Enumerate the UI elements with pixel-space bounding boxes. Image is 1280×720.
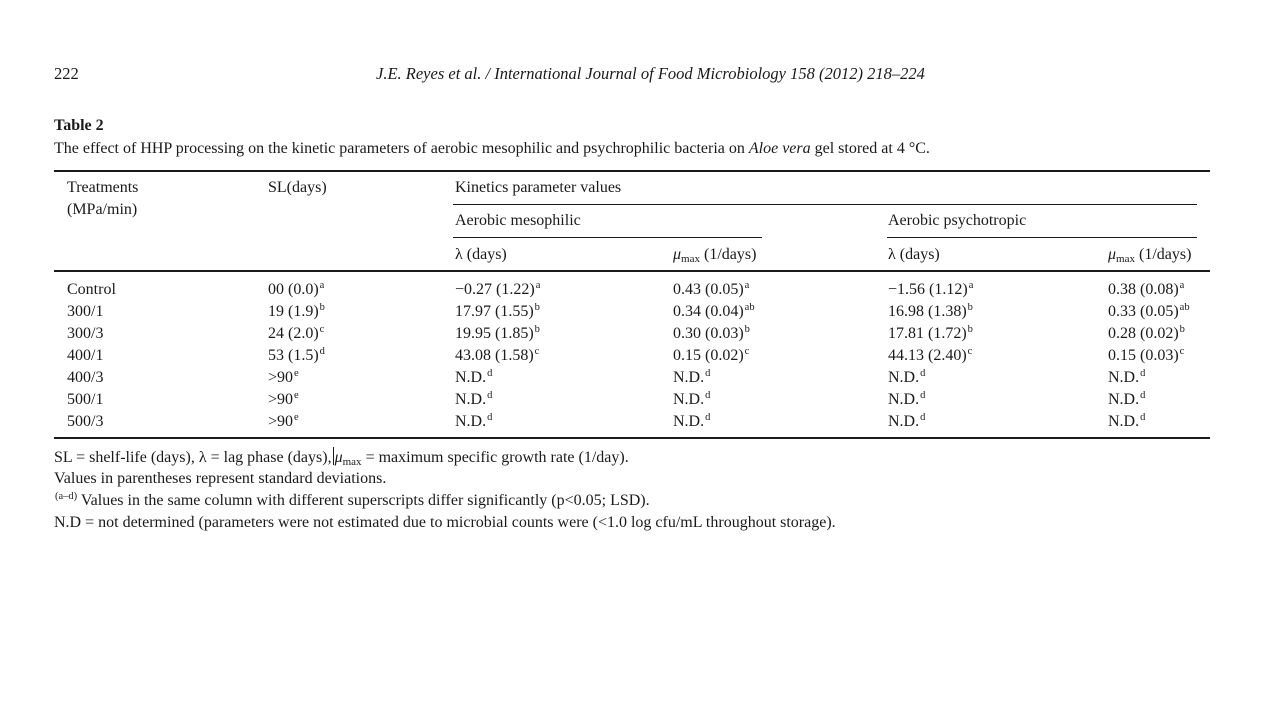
superscript: c [967,346,973,357]
superscript: d [1140,412,1146,423]
header-meso-lambda: λ (days) [455,246,507,263]
header-meso-mumax [673,245,756,266]
superscript: e [294,390,299,401]
mu-subscript: max [1116,253,1135,265]
mesophilic-rule [453,237,762,238]
header-shelf-life: SL(days) [268,179,327,196]
header-treatments-unit: (MPa/min) [67,201,138,218]
cell-shelf-life [268,302,325,324]
superscript: d [705,412,711,423]
value: 0.15 (0.03) [1108,347,1179,364]
cell-meso-mumax [673,324,750,346]
cell-shelf-life [268,390,299,412]
kinetics-rule [453,204,1197,205]
cell-meso-mumax [673,346,749,368]
cell-treatment: 300/3 [67,325,104,342]
superscript: a [535,280,541,291]
superscript: b [967,302,973,313]
cell-meso-mumax [673,280,749,302]
value: 00 (0.0) [268,281,319,298]
value: 16.98 (1.38) [888,303,967,320]
value: 44.13 (2.40) [888,347,967,364]
cell-meso-lambda [455,324,540,346]
footnote-significance-text: Values in the same column with different superscripts differ significantly (p<0.05; LSD). [77,492,650,509]
caption-text-start: The effect of HHP processing on the kinetic parameters of aerobic mesophilic and psychrophilic bacteria on [54,140,749,157]
value: N.D. [673,369,705,386]
value: 0.28 (0.02) [1108,325,1179,342]
table-caption [54,140,930,158]
superscript: c [1179,346,1185,357]
value: 53 (1.5) [268,347,319,364]
value: −0.27 (1.22) [455,281,535,298]
mu-symbol: μ [673,246,682,263]
cell-treatment: Control [67,281,116,298]
value: N.D. [1108,413,1140,430]
cell-meso-lambda [455,346,539,368]
cell-shelf-life [268,346,325,368]
value: N.D. [1108,391,1140,408]
header-treatments: Treatments [67,179,139,196]
value: >90 [268,391,294,408]
cell-psy-mumax [1108,302,1190,324]
value: 0.30 (0.03) [673,325,744,342]
mu-unit: (1/days) [1134,246,1192,263]
value: N.D. [455,391,487,408]
superscript: b [967,324,973,335]
superscript: d [920,390,926,401]
superscript: d [1140,368,1146,379]
caption-species: Aloe vera [748,140,811,157]
superscript: a [968,280,974,291]
cell-psy-lambda [888,302,973,324]
superscript: d [1140,390,1146,401]
cell-psy-mumax [1108,390,1145,412]
cell-psy-lambda [888,324,973,346]
footnote-abbrev-text: SL = shelf-life (days), λ = lag phase (days), [54,449,332,466]
superscript: b [534,324,540,335]
header-kinetics: Kinetics parameter values [455,179,622,196]
superscript: d [487,390,493,401]
value: 17.97 (1.55) [455,303,534,320]
footnote-mumax-definition: = maximum specific growth rate (1/day). [361,449,629,466]
value: >90 [268,413,294,430]
superscript: b [744,324,750,335]
cell-shelf-life [268,280,324,302]
cell-treatment: 400/3 [67,369,104,386]
value: −1.56 (1.12) [888,281,968,298]
superscript: a [1179,280,1185,291]
footnote-not-determined: N.D = not determined (parameters were not estimated due to microbial counts were (<1.0 log cfu/mL throughout storage). [54,514,836,531]
value: 43.08 (1.58) [455,347,534,364]
footnote-superscript-range: (a–d) [55,491,78,502]
cell-psy-mumax [1108,412,1145,434]
journal-reference: J.E. Reyes et al. / International Journal of Food Microbiology 158 (2012) 218–224 [376,64,925,83]
cell-treatment: 300/1 [67,303,104,320]
header-aerobic-mesophilic: Aerobic mesophilic [455,212,581,229]
cell-meso-lambda [455,390,492,412]
superscript: c [319,324,325,335]
value: 19 (1.9) [268,303,319,320]
superscript: d [487,412,493,423]
cell-psy-mumax [1108,324,1185,346]
cell-psy-lambda [888,412,925,434]
header-psy-mumax [1108,245,1191,266]
cell-psy-lambda [888,346,972,368]
cell-meso-lambda [455,412,492,434]
superscript: b [319,302,325,313]
mu-symbol: μ [1108,246,1117,263]
mu-symbol: μ [334,449,343,466]
value: N.D. [673,413,705,430]
footnote-abbreviations [54,447,629,469]
superscript: d [920,368,926,379]
header-bottom-rule [54,270,1210,272]
value: N.D. [888,413,920,430]
value: N.D. [455,413,487,430]
superscript: a [319,280,325,291]
cell-treatment: 400/1 [67,347,104,364]
value: N.D. [455,369,487,386]
footnote-standard-deviations: Values in parentheses represent standard deviations. [54,470,387,487]
mu-unit: (1/days) [699,246,757,263]
cell-meso-mumax [673,368,710,390]
superscript: a [744,280,750,291]
table-bottom-rule [54,437,1210,439]
cell-shelf-life [268,412,299,434]
cell-psy-mumax [1108,368,1145,390]
cell-meso-lambda [455,280,540,302]
cell-meso-mumax [673,412,710,434]
cell-psy-lambda [888,390,925,412]
value: >90 [268,369,294,386]
cell-meso-lambda [455,368,492,390]
value: 0.15 (0.02) [673,347,744,364]
superscript: d [705,368,711,379]
value: 0.33 (0.05) [1108,303,1179,320]
mu-subscript: max [342,456,362,468]
text-cursor [333,447,334,465]
value: 0.34 (0.04) [673,303,744,320]
value: N.D. [1108,369,1140,386]
superscript: d [920,412,926,423]
value: N.D. [888,369,920,386]
cell-meso-lambda [455,302,540,324]
value: 0.38 (0.08) [1108,281,1179,298]
cell-shelf-life [268,324,324,346]
value: 0.43 (0.05) [673,281,744,298]
table-top-rule [54,170,1210,172]
superscript: d [487,368,493,379]
cell-shelf-life [268,368,299,390]
header-psy-lambda: λ (days) [888,246,940,263]
value: 17.81 (1.72) [888,325,967,342]
table-title: Table 2 [54,117,104,134]
superscript: ab [744,302,755,313]
superscript: e [294,368,299,379]
value: N.D. [673,391,705,408]
value: 19.95 (1.85) [455,325,534,342]
superscript: d [705,390,711,401]
superscript: b [534,302,540,313]
superscript: c [534,346,540,357]
cell-psy-lambda [888,368,925,390]
caption-text-end: gel stored at 4 °C. [810,140,930,157]
value: 24 (2.0) [268,325,319,342]
cell-psy-mumax [1108,346,1184,368]
psychotropic-rule [887,237,1197,238]
cell-psy-lambda [888,280,973,302]
superscript: e [294,412,299,423]
footnote-superscripts [54,491,650,513]
mu-subscript: max [681,253,700,265]
header-aerobic-psychotropic: Aerobic psychotropic [888,212,1027,229]
superscript: c [744,346,750,357]
value: N.D. [888,391,920,408]
superscript: d [319,346,325,357]
cell-meso-mumax [673,302,755,324]
page-number: 222 [54,64,79,83]
cell-psy-mumax [1108,280,1184,302]
superscript: ab [1179,302,1190,313]
cell-meso-mumax [673,390,710,412]
cell-treatment: 500/3 [67,413,104,430]
superscript: b [1179,324,1185,335]
running-head [54,64,1210,88]
cell-treatment: 500/1 [67,391,104,408]
